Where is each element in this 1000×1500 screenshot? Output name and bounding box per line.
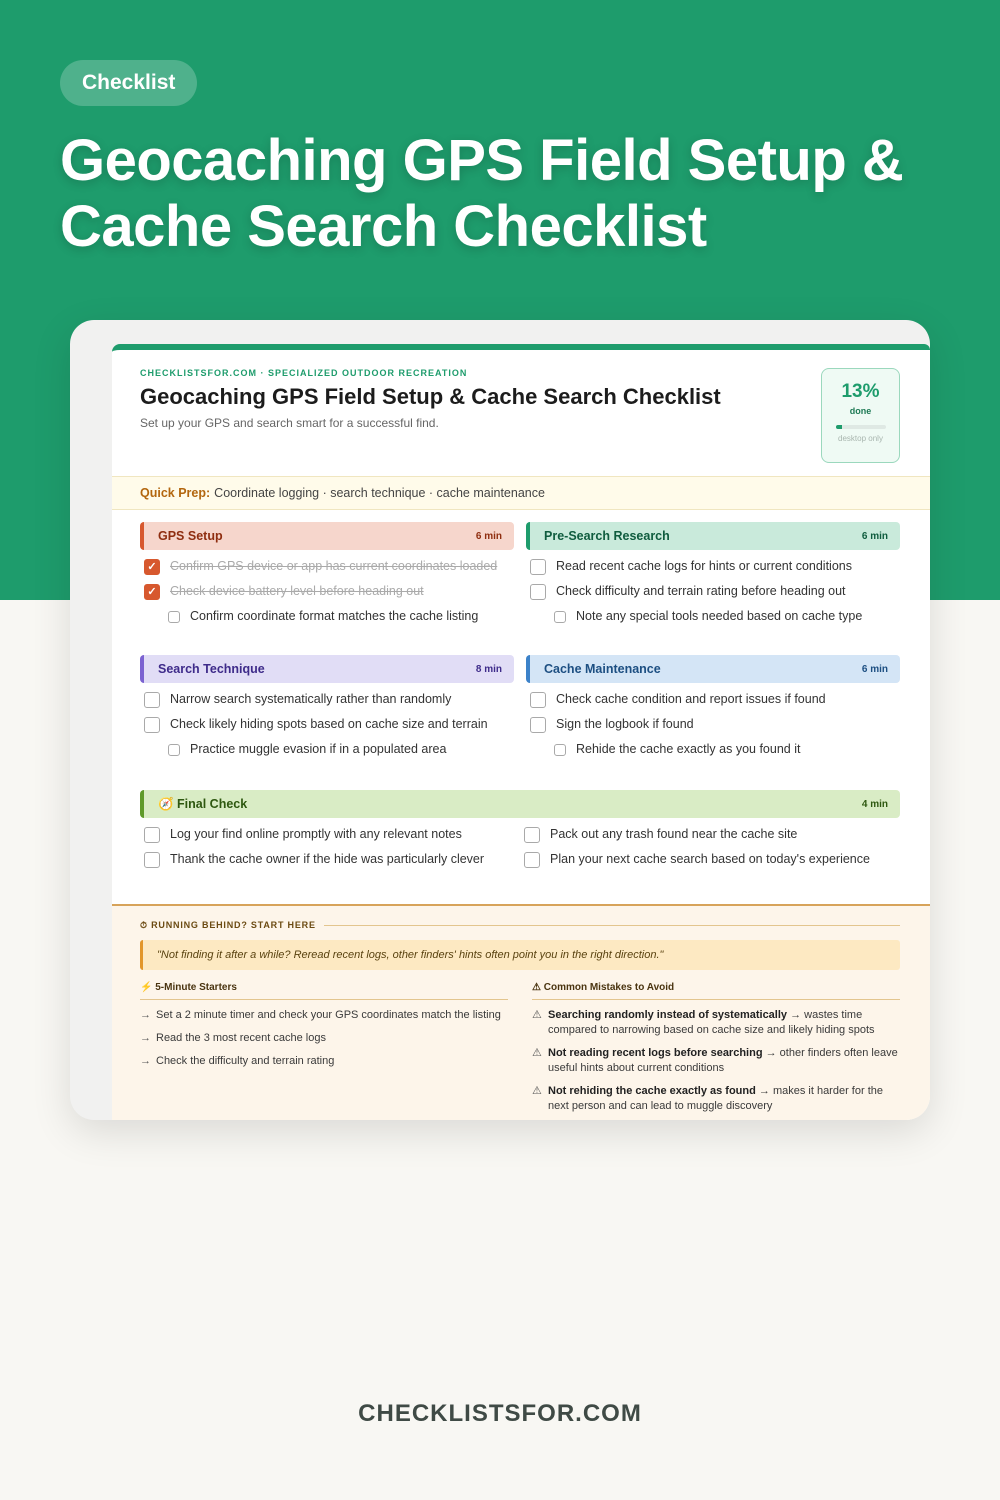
mistakes-title: ⚠ Common Mistakes to Avoid: [532, 982, 900, 1000]
section-title: Cache Maintenance: [544, 662, 661, 676]
tip-quote: "Not finding it after a while? Reread recent logs, other finders' hints often point you in the right direction.": [140, 940, 900, 970]
checklist-item-text: Note any special tools needed based on cache type: [576, 609, 863, 623]
warning-icon: ⚠: [532, 1085, 542, 1097]
checklist-item[interactable]: [140, 583, 514, 600]
checkbox[interactable]: [554, 611, 566, 623]
checkbox[interactable]: [524, 852, 540, 868]
running-behind-title: ⏱ RUNNING BEHIND? START HERE: [140, 920, 316, 930]
starter-item: → Read the 3 most recent cache logs: [140, 1032, 326, 1044]
progress-bar: [836, 425, 886, 429]
section-time: 8 min: [475, 663, 502, 675]
checklist-item-text: Practice muggle evasion if in a populated area: [190, 742, 447, 756]
section-header[interactable]: [526, 655, 900, 683]
checklist-item[interactable]: [140, 851, 520, 868]
checklist-item-text: Narrow search systematically rather than randomly: [170, 692, 452, 706]
checkbox[interactable]: [530, 559, 546, 575]
checkbox[interactable]: [144, 717, 160, 733]
checkbox[interactable]: [144, 852, 160, 868]
checklist-item[interactable]: [520, 851, 900, 868]
checklist-item-text: Read recent cache logs for hints or current conditions: [556, 559, 852, 573]
section-pre-search-research: [526, 522, 900, 625]
footer-brand: CHECKLISTSFOR.COM: [358, 1400, 642, 1427]
section-gps-setup: [140, 522, 514, 625]
divider: [324, 925, 900, 926]
section-header[interactable]: [140, 790, 900, 818]
quick-prep-bar: [112, 476, 930, 510]
section-time: 4 min: [861, 798, 888, 810]
checkbox[interactable]: [530, 717, 546, 733]
arrow-icon: →: [140, 1032, 151, 1044]
starters-column: [140, 982, 508, 1069]
checklist-item[interactable]: [140, 716, 514, 733]
section-time: 6 min: [475, 530, 502, 542]
section-title: Pre-Search Research: [544, 529, 670, 543]
progress-card: [821, 368, 900, 463]
quick-prep-text: Coordinate logging · search technique · cache maintenance: [214, 486, 545, 500]
checkbox[interactable]: [530, 584, 546, 600]
checklist-item[interactable]: [140, 826, 520, 843]
checkbox[interactable]: [168, 611, 180, 623]
section-final-check: [140, 790, 900, 868]
checklist-item-text: Thank the cache owner if the hide was particularly clever: [170, 852, 485, 866]
checklist-item[interactable]: [164, 741, 514, 758]
section-time: 6 min: [861, 530, 888, 542]
checklist-sheet: [112, 344, 930, 1120]
checkbox[interactable]: [554, 744, 566, 756]
section-time: 6 min: [861, 663, 888, 675]
checklist-item-text: Sign the logbook if found: [556, 717, 694, 731]
section-title: Search Technique: [158, 662, 265, 676]
checklist-item[interactable]: [550, 741, 900, 758]
checklist-item[interactable]: [140, 691, 514, 708]
preview-frame: [70, 320, 930, 1120]
checklist-item[interactable]: [550, 608, 900, 625]
starter-item: → Check the difficulty and terrain rating: [140, 1055, 335, 1067]
arrow-icon: →: [140, 1055, 151, 1067]
checklist-item-text: Pack out any trash found near the cache site: [550, 827, 798, 841]
section-header[interactable]: [526, 522, 900, 550]
section-title: GPS Setup: [158, 529, 223, 543]
checkbox[interactable]: [530, 692, 546, 708]
document-subtitle: Set up your GPS and search smart for a successful find.: [140, 416, 439, 430]
warning-icon: ⚠: [532, 1009, 542, 1021]
checkbox-checked[interactable]: ✓: [144, 584, 160, 600]
warning-icon: ⚠: [532, 1047, 542, 1059]
checklist-item[interactable]: [526, 716, 900, 733]
arrow-icon: →: [140, 1009, 151, 1021]
checklist-item-text: Plan your next cache search based on today's experience: [550, 852, 870, 866]
checkbox[interactable]: [144, 692, 160, 708]
progress-done-label: done: [849, 406, 872, 416]
checklist-item-text: Check device battery level before heading out: [170, 584, 424, 598]
checkbox[interactable]: [144, 827, 160, 843]
section-title: 🧭 Final Check: [158, 796, 248, 811]
progress-note: desktop only: [838, 434, 883, 443]
mistake-item: ⚠ Searching randomly instead of systematically → wastes time compared to narrowing based on cache size and likely hiding spots: [532, 1009, 875, 1036]
running-behind-panel: [112, 904, 930, 1120]
checklist-item[interactable]: [520, 826, 900, 843]
checklist-item[interactable]: [526, 691, 900, 708]
checklist-item-text: Confirm coordinate format matches the cache listing: [190, 609, 479, 623]
checklist-item[interactable]: [526, 583, 900, 600]
brand-line: CHECKLISTSFOR.COM · SPECIALIZED OUTDOOR RECREATION: [140, 368, 468, 378]
section-header[interactable]: [140, 655, 514, 683]
checklist-item[interactable]: [140, 558, 514, 575]
starters-title: ⚡ 5-Minute Starters: [140, 982, 508, 1000]
starter-item: → Set a 2 minute timer and check your GPS coordinates match the listing: [140, 1009, 501, 1021]
checkbox[interactable]: [524, 827, 540, 843]
checklist-item-text: Check difficulty and terrain rating before heading out: [556, 584, 846, 598]
document-title: Geocaching GPS Field Setup & Cache Search Checklist: [140, 384, 721, 409]
section-cache-maintenance: [526, 655, 900, 758]
checklist-item[interactable]: [526, 558, 900, 575]
checklist-item[interactable]: [164, 608, 514, 625]
checklist-item-text: Check cache condition and report issues if found: [556, 692, 826, 706]
quick-prep-label: Quick Prep:: [140, 486, 211, 500]
checklist-item-text: Log your find online promptly with any relevant notes: [170, 827, 462, 841]
mistakes-column: [532, 982, 900, 1114]
checkbox[interactable]: [168, 744, 180, 756]
checklist-item-text: Confirm GPS device or app has current coordinates loaded: [170, 559, 498, 573]
checklist-item-text: Check likely hiding spots based on cache size and terrain: [170, 717, 488, 731]
checklist-item-text: Rehide the cache exactly as you found it: [576, 742, 801, 756]
section-header[interactable]: [140, 522, 514, 550]
progress-percent: 13%: [841, 381, 880, 402]
running-behind-heading: [140, 920, 900, 931]
mistake-item: ⚠ Not rehiding the cache exactly as found → makes it harder for the next person and can lead to muggle discovery: [532, 1085, 883, 1112]
mistake-item: ⚠ Not reading recent logs before searching → other finders often leave useful hints about current conditions: [532, 1047, 898, 1074]
hero-title: Geocaching GPS Field Setup & Cache Search Checklist: [60, 128, 904, 259]
checkbox-checked[interactable]: ✓: [144, 559, 160, 575]
progress-bar-fill: [836, 425, 843, 429]
section-search-technique: [140, 655, 514, 758]
checklist-badge: Checklist: [60, 60, 197, 106]
